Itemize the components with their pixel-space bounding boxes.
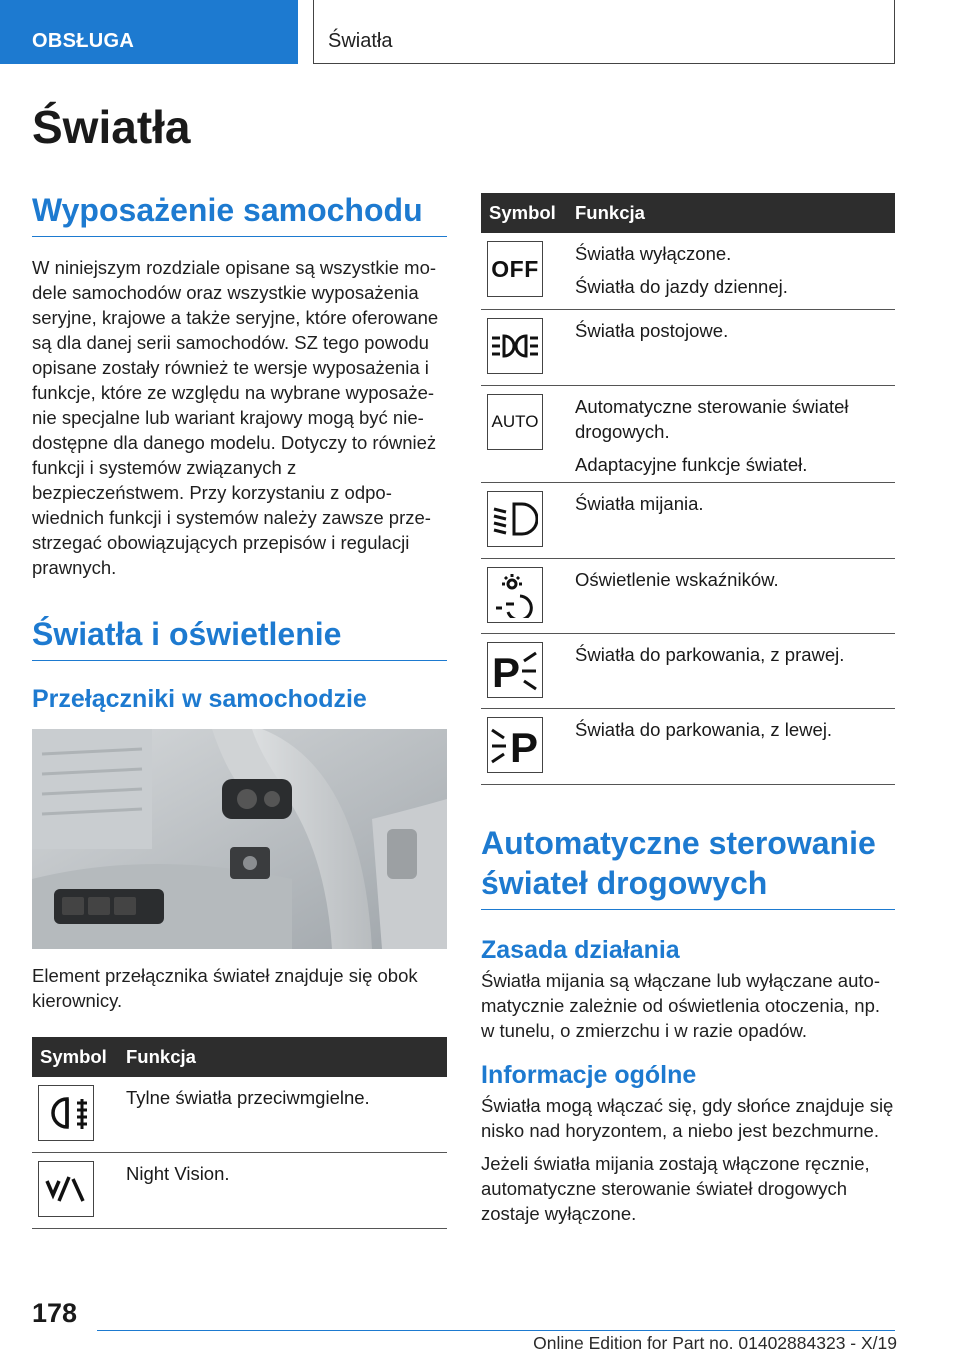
function-text: Automatyczne sterowanie świateł drogowych. xyxy=(575,395,849,442)
table-row xyxy=(481,708,895,784)
table-row xyxy=(481,633,895,708)
table-row xyxy=(481,558,895,633)
heading-lights: Światła i oświetlenie xyxy=(32,614,447,661)
switch-caption: Element przełącznika świateł znajduje się obok kierownicy. xyxy=(32,965,418,1011)
breadcrumb-label: Światła xyxy=(328,30,393,52)
equipment-paragraph: W niniejszym rozdziale opisane są wszystkie modele samochodów oraz wszystkie wyposażenia seryjne, krajowe a także seryjne, które oferowane są dla danej serii samochodów. SZ tego powodu opisane zostały również te wersje wyposażenia i funkcje, które ze względu na wybrane wyposażenie specjalne lub wariant krajowy mogą być niedostępne dla danego modelu. Dotyczy to również funkcji i systemów związanych z bezpieczeństwem. Przy korzystaniu z odpowiednich funkcji i systemów należy zawsze przestrzegać obowiązujących przepisów i regulacji prawnych. xyxy=(32,257,439,578)
night-vision-icon xyxy=(38,1161,94,1217)
instrument-lighting-icon xyxy=(487,567,543,623)
heading-auto-high-beam: Automatyczne sterowanie świateł drogowych xyxy=(481,823,895,910)
general-paragraph-2: Jeżeli światła mijania zostają włączone ręcznie, automatyczne sterowanie świateł drogowych zostaje wyłączone. xyxy=(481,1152,870,1224)
function-text: Tylne światła przeciwmgielne. xyxy=(126,1087,370,1108)
footer-edition: Online Edition for Part no. 01402884323 - X/19 xyxy=(533,1333,897,1353)
symbol-table-left xyxy=(32,1037,447,1229)
rear-fog-light-icon xyxy=(38,1085,94,1141)
heading-switches: Przełączniki w samochodzie xyxy=(32,685,367,713)
table-row xyxy=(32,1077,447,1152)
function-text: Night Vision. xyxy=(126,1162,230,1184)
function-text: Światła postojowe. xyxy=(575,319,729,341)
breadcrumb xyxy=(313,0,895,64)
section-tab[interactable]: OBSŁUGA xyxy=(0,0,298,64)
svg-text:P: P xyxy=(492,648,521,693)
off-icon-label: OFF xyxy=(491,255,539,282)
page-number: 178 xyxy=(32,1298,78,1328)
parking-right-icon xyxy=(487,642,543,698)
function-text: Światła wyłączone. xyxy=(575,243,732,264)
function-text: Adaptacyjne funkcje świateł. xyxy=(575,453,808,475)
svg-text:P: P xyxy=(510,723,539,768)
left-column xyxy=(32,190,447,1229)
dashboard-illustration xyxy=(32,729,447,949)
table-row xyxy=(32,1152,447,1228)
auto-icon xyxy=(487,394,543,450)
parking-left-icon xyxy=(487,717,543,773)
general-paragraph-1: Światła mogą włączać się, gdy słońce znajduje się nisko nad horyzontem, a niebo jest bezchmurne. xyxy=(481,1094,894,1141)
col-symbol-header: Symbol xyxy=(32,1037,118,1077)
function-text: Światła do parkowania, z lewej. xyxy=(575,718,833,740)
col-symbol-header: Symbol xyxy=(481,193,567,233)
table-row xyxy=(481,385,895,482)
heading-equipment: Wyposażenie samochodu xyxy=(32,190,447,237)
function-text: Światła do parkowania, z prawej. xyxy=(575,643,845,665)
parking-lights-icon xyxy=(487,318,543,374)
low-beam-icon xyxy=(487,491,543,547)
heading-principle: Zasada działania xyxy=(481,935,680,964)
table-row xyxy=(481,309,895,385)
right-column xyxy=(481,193,895,1226)
dashboard-photo xyxy=(32,729,447,949)
function-text: Światła do jazdy dziennej. xyxy=(575,276,788,297)
function-text: Światła mijania. xyxy=(575,492,704,514)
col-function-header: Funkcja xyxy=(118,1037,447,1077)
col-function-header: Funkcja xyxy=(567,193,895,233)
table-row xyxy=(481,233,895,309)
auto-icon-label: AUTO xyxy=(491,412,539,431)
function-text: Oświetlenie wskaźników. xyxy=(575,568,779,590)
symbol-table-right xyxy=(481,193,895,785)
footer-divider xyxy=(97,1330,895,1331)
table-row xyxy=(481,482,895,558)
principle-paragraph: Światła mijania są włączane lub wyłączane automatycznie zależnie od oświetlenia otoczenia, np. w tunelu, o zmierzchu i w razie opadów. xyxy=(481,969,881,1041)
heading-general: Informacje ogólne xyxy=(481,1060,697,1089)
off-icon xyxy=(487,241,543,297)
page-title: Światła xyxy=(32,101,191,153)
